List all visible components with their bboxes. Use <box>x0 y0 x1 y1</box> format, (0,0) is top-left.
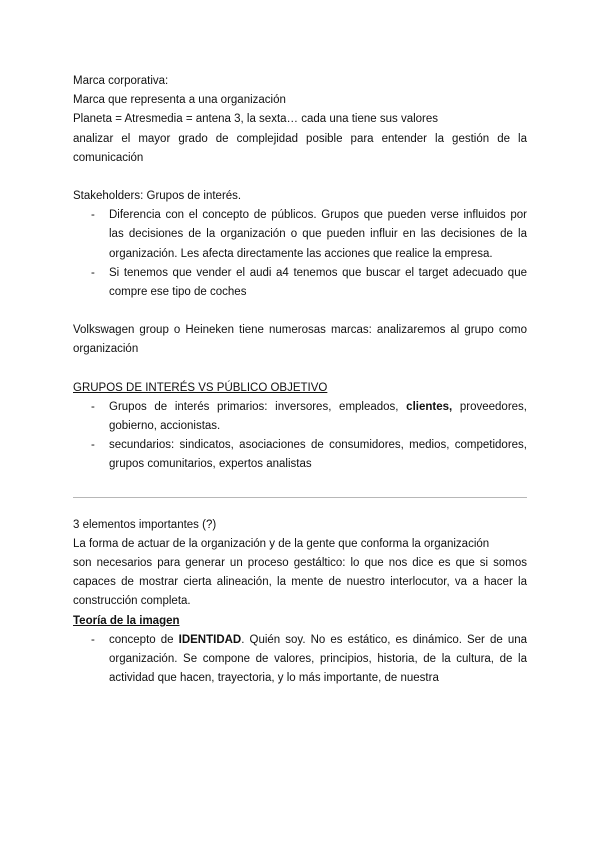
list-item <box>109 398 527 436</box>
list-item: - Si tenemos que vender el audi a4 tenemos que buscar el target adecuado que compre ese tipo de coches <box>109 264 527 302</box>
section-title: Stakeholders: Grupos de interés. <box>73 190 242 203</box>
list-item-bold: IDENTIDAD <box>178 633 242 646</box>
paragraph: Volkswagen group o Heineken tiene numerosas marcas: analizaremos al grupo como organización <box>73 324 527 356</box>
list-item-text: proveedores, gobierno, accionistas. <box>109 400 527 433</box>
list-item-text: concepto de <box>109 633 179 646</box>
text-line: Marca corporativa: <box>73 75 169 87</box>
section-heading-bold: Teoría de la imagen <box>73 614 180 627</box>
list-item: - Diferencia con el concepto de públicos. Grupos que pueden verse influidos por las decisiones de la organización o que pueden influir en las decisiones de la organización. Les afecta directamente las acciones que realice la empresa. <box>109 206 527 264</box>
spacer <box>73 360 527 379</box>
paragraph: La forma de actuar de la organización y de la gente que conforma la organización <box>73 537 490 550</box>
text-line: analizar el mayor grado de complejidad posible para entender la gestión de la comunicación <box>73 132 527 164</box>
document-body <box>73 72 527 688</box>
spacer <box>73 302 527 321</box>
spacer <box>73 168 527 187</box>
text-line: Planeta = Atresmedia = antena 3, la sexta… cada una tiene sus valores <box>73 113 439 126</box>
list-item-text: . Quién soy. No es estático, es dinámico. Ser de una organización. Se compone de valores, principios, historia, de la cultura, de la actividad que hacen, trayectoria, y lo más importante, de nuestra <box>109 633 528 685</box>
list-item <box>109 631 527 689</box>
section-heading: GRUPOS DE INTERÉS VS PÚBLICO OBJETIVO <box>73 381 328 394</box>
bullet-list <box>73 631 527 689</box>
paragraph: son necesarios para generar un proceso gestáltico: lo que nos dice es que si somos capaces de mostrar cierta alineación, la mente de nuestro interlocutor, va a hacer la construcción completa. <box>73 557 527 608</box>
horizontal-divider <box>73 497 527 498</box>
section-heading <box>73 612 527 631</box>
bullet-list <box>73 398 527 475</box>
list-item: - secundarios: sindicatos, asociaciones de consumidores, medios, competidores, grupos comunitarios, expertos analistas <box>109 436 527 474</box>
list-item-text: Grupos de interés primarios: inversores, empleados, <box>109 400 407 413</box>
text-line: Marca que representa a una organización <box>73 94 286 107</box>
text-line: 3 elementos importantes (?) <box>73 518 217 531</box>
bullet-list <box>73 206 527 302</box>
list-item-bold: clientes, <box>406 400 453 413</box>
